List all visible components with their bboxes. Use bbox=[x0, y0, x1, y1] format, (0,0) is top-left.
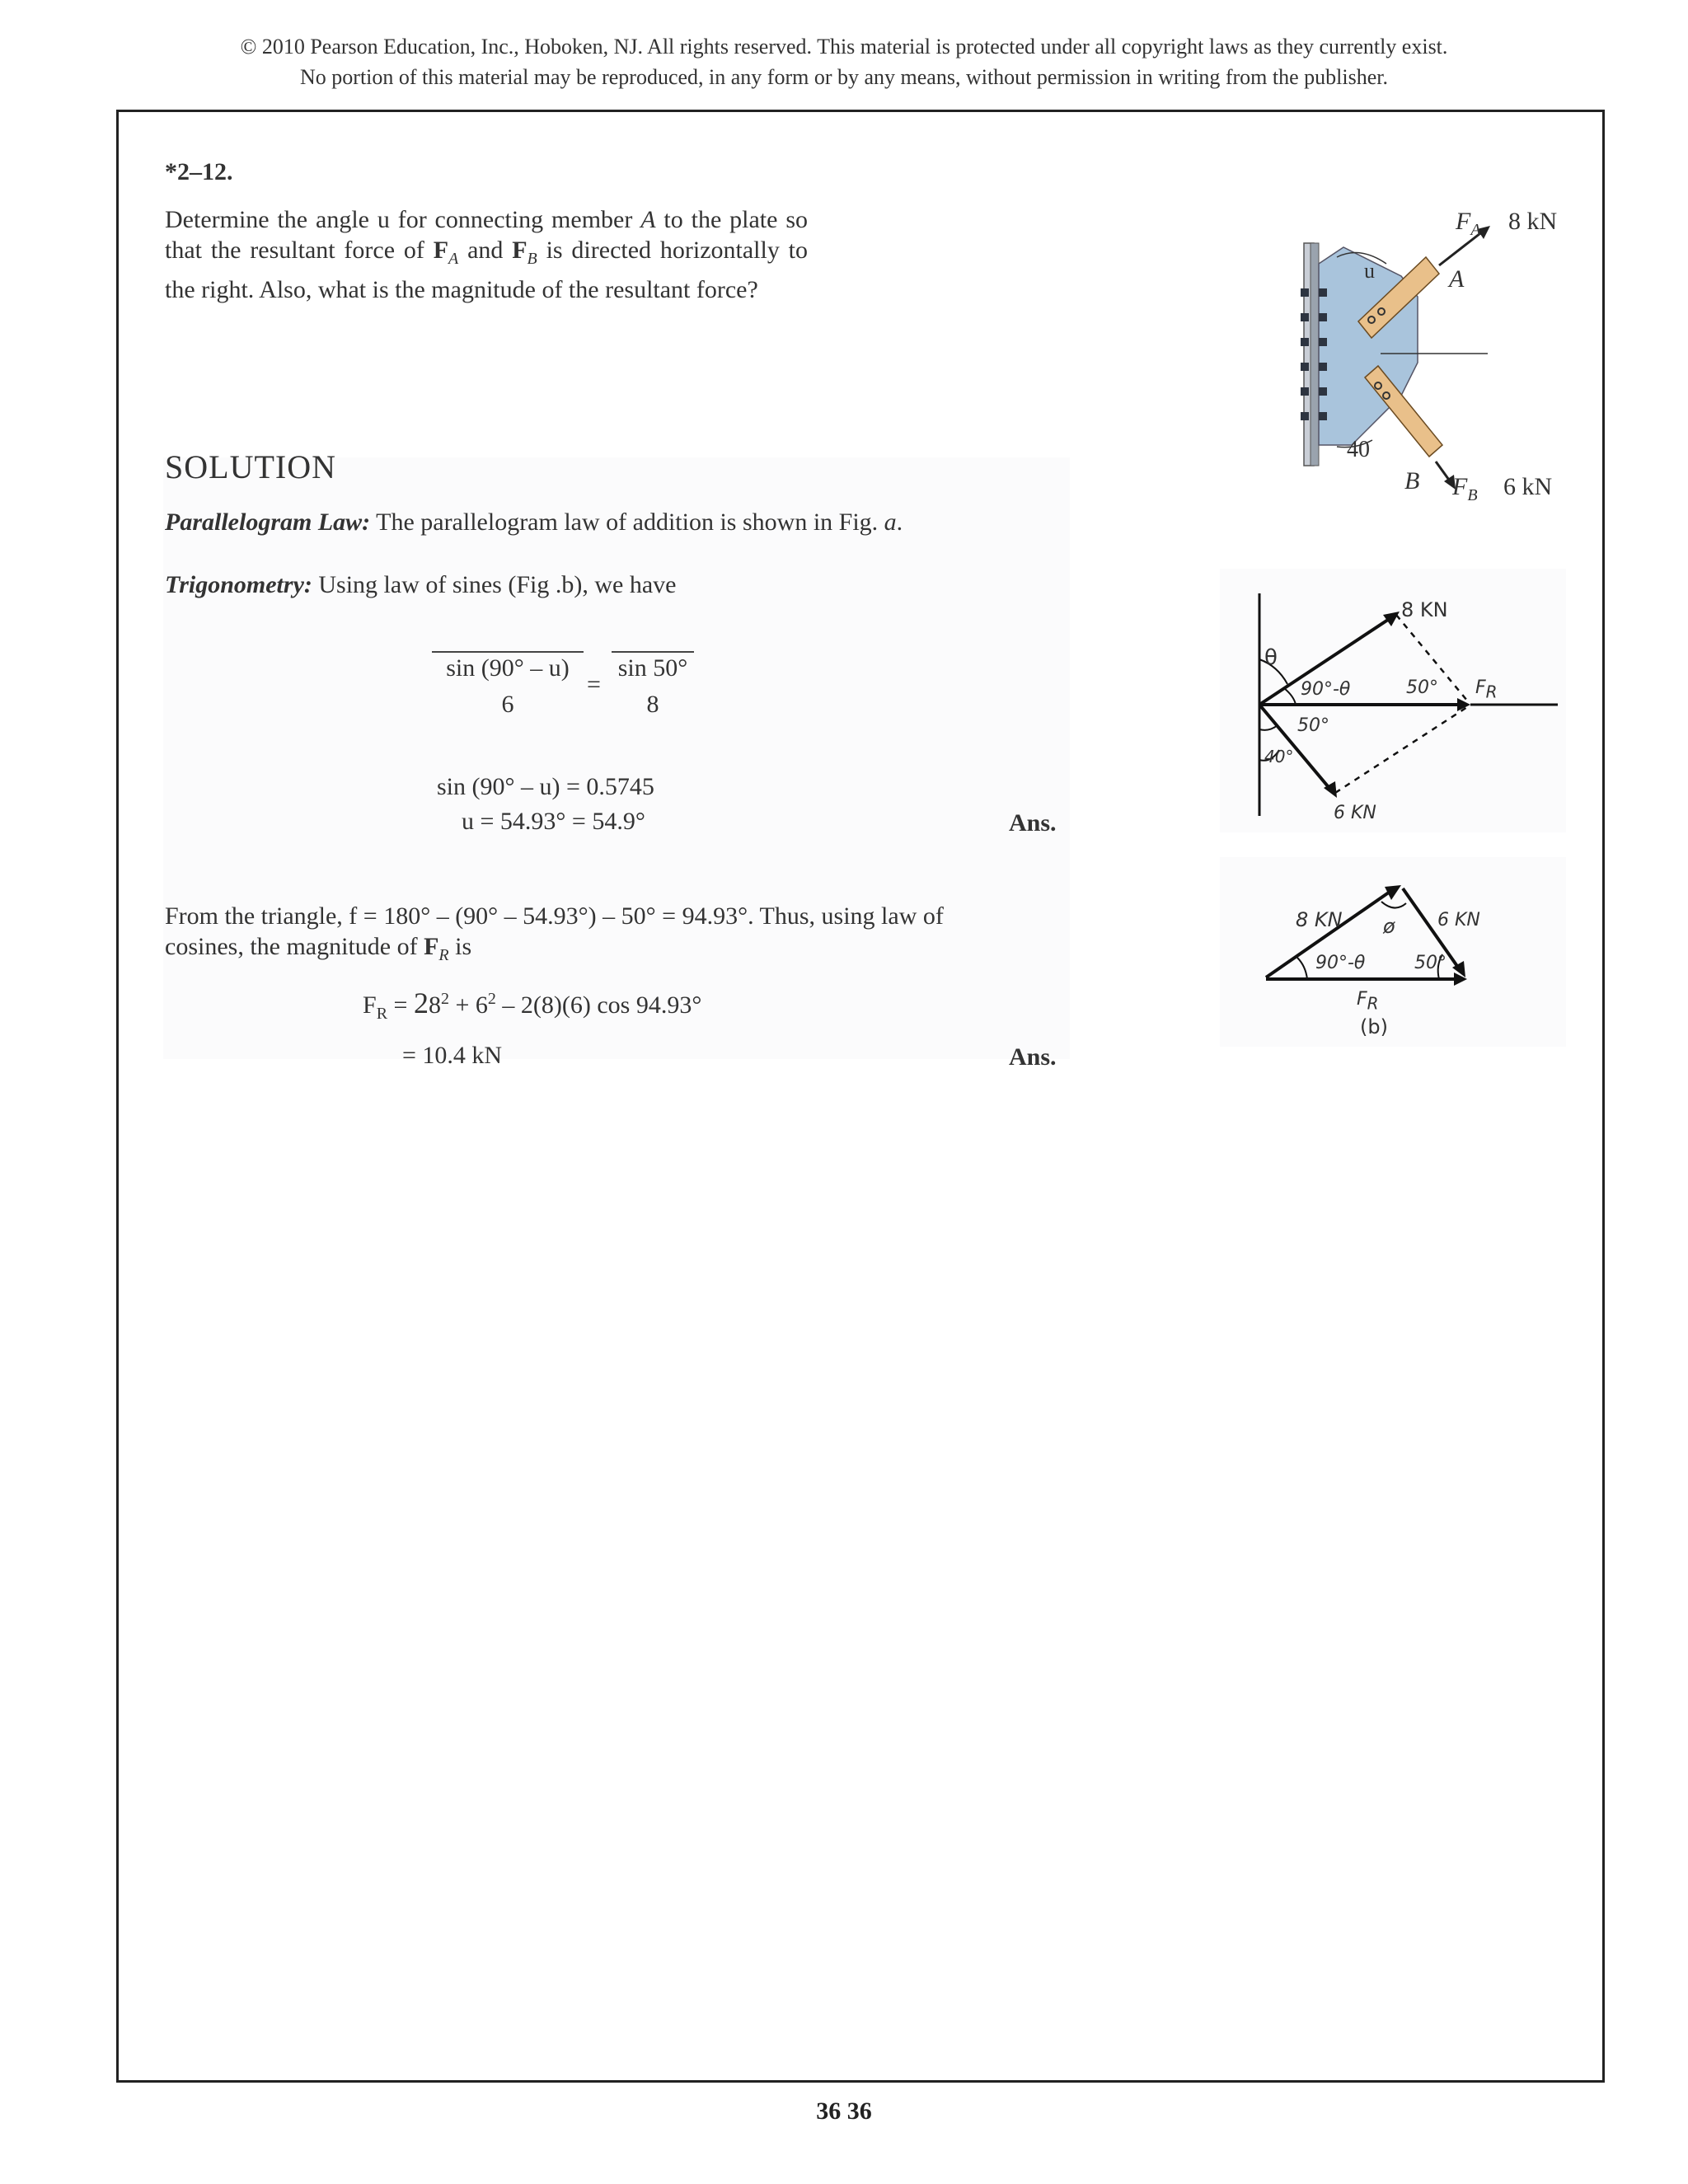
sine-fraction-left: sin (90° – u) 6 bbox=[432, 651, 584, 719]
fig-a-90-theta-label: 90°-θ bbox=[1301, 679, 1351, 700]
problem-number: *2–12. bbox=[165, 158, 233, 185]
fig-b-50-label: 50° bbox=[1414, 953, 1447, 973]
fig-a-50-label: 50° bbox=[1297, 715, 1329, 736]
fig-b-phi-label: ø bbox=[1383, 915, 1395, 938]
problem-statement: Determine the angle u for connecting member A to the plate so that the resultant force of $F_A$ and $F_B$ is directed horizontally to the right. Also, what is the magnitude of the resultant force? bbox=[165, 206, 808, 303]
sine-equals: = bbox=[587, 671, 601, 698]
triangle-text-line-1: From the triangle, f = 180° – (90° – 54.93°) – 50° = 94.93°. Thus, using law of bbox=[165, 902, 944, 930]
force-a-value: 8 kN bbox=[1508, 208, 1558, 235]
fig-a-40-label: 40° bbox=[1264, 747, 1294, 766]
parallelogram-figure bbox=[1220, 569, 1566, 832]
fig-a-50-label-top: 50° bbox=[1406, 677, 1438, 698]
triangle-text-line-2: cosines, the magnitude of $F_R$ is bbox=[165, 933, 472, 964]
force-b-value: 6 kN bbox=[1503, 473, 1553, 500]
sqrt-symbol: 2 bbox=[413, 987, 429, 1019]
force-a-label: $F_A$ bbox=[1456, 208, 1481, 239]
fig-b-fr-label: $F_R$ bbox=[1357, 989, 1379, 1014]
answer-label-magnitude: Ans. bbox=[1009, 1043, 1057, 1071]
fig-a-6kn-label: 6 KN bbox=[1334, 803, 1376, 823]
parallelogram-law-paragraph: Parallelogram Law: The parallelogram law of addition is shown in Fig. a. bbox=[165, 509, 903, 536]
angle-40-label: 40 bbox=[1347, 437, 1370, 462]
fig-b-8kn-label: 8 KN bbox=[1296, 908, 1343, 931]
angle-u-label: u bbox=[1364, 259, 1375, 283]
fig-a-theta-label: θ bbox=[1264, 645, 1278, 670]
copyright-line-2: No portion of this material may be reproduced, in any form or by any means, without permission in writing from the publisher. bbox=[300, 65, 1388, 89]
solution-heading: SOLUTION bbox=[165, 448, 336, 485]
fig-b-90-theta-label: 90°-θ bbox=[1315, 953, 1366, 973]
cosine-equation: $F_R = 28^2 + 6^2 - 2(8)(6)$ cos 94.93° bbox=[363, 987, 702, 1023]
fig-a-8kn-label: 8 KN bbox=[1401, 598, 1448, 621]
member-a-label: A bbox=[1449, 265, 1465, 293]
copyright-line-1: © 2010 Pearson Education, Inc., Hoboken, NJ. All rights reserved. This material is protected under all copyright laws as they currently exist. bbox=[240, 35, 1448, 59]
copyright-notice bbox=[0, 31, 1688, 92]
fig-b-caption: (b) bbox=[1360, 1015, 1388, 1038]
fig-a-fr-label: $F_R$ bbox=[1475, 677, 1498, 702]
fig-b-6kn-label: 6 KN bbox=[1437, 910, 1480, 930]
trigonometry-paragraph: Trigonometry: Using law of sines (Fig .b), we have bbox=[165, 571, 677, 598]
sine-result: sin (90° – u) = 0.5745 bbox=[437, 773, 654, 800]
page-number: 36 36 bbox=[816, 2097, 872, 2125]
member-b-label: B bbox=[1404, 467, 1420, 494]
force-triangle-figure bbox=[1220, 857, 1566, 1047]
bracket-figure bbox=[1286, 198, 1566, 503]
angle-result: u = 54.93° = 54.9° bbox=[462, 808, 645, 835]
sine-fraction-right: sin 50° 8 bbox=[612, 651, 694, 719]
force-b-label: $F_B$ bbox=[1452, 473, 1478, 504]
answer-label-angle: Ans. bbox=[1009, 809, 1057, 837]
resultant-magnitude: = 10.4 kN bbox=[402, 1042, 503, 1069]
